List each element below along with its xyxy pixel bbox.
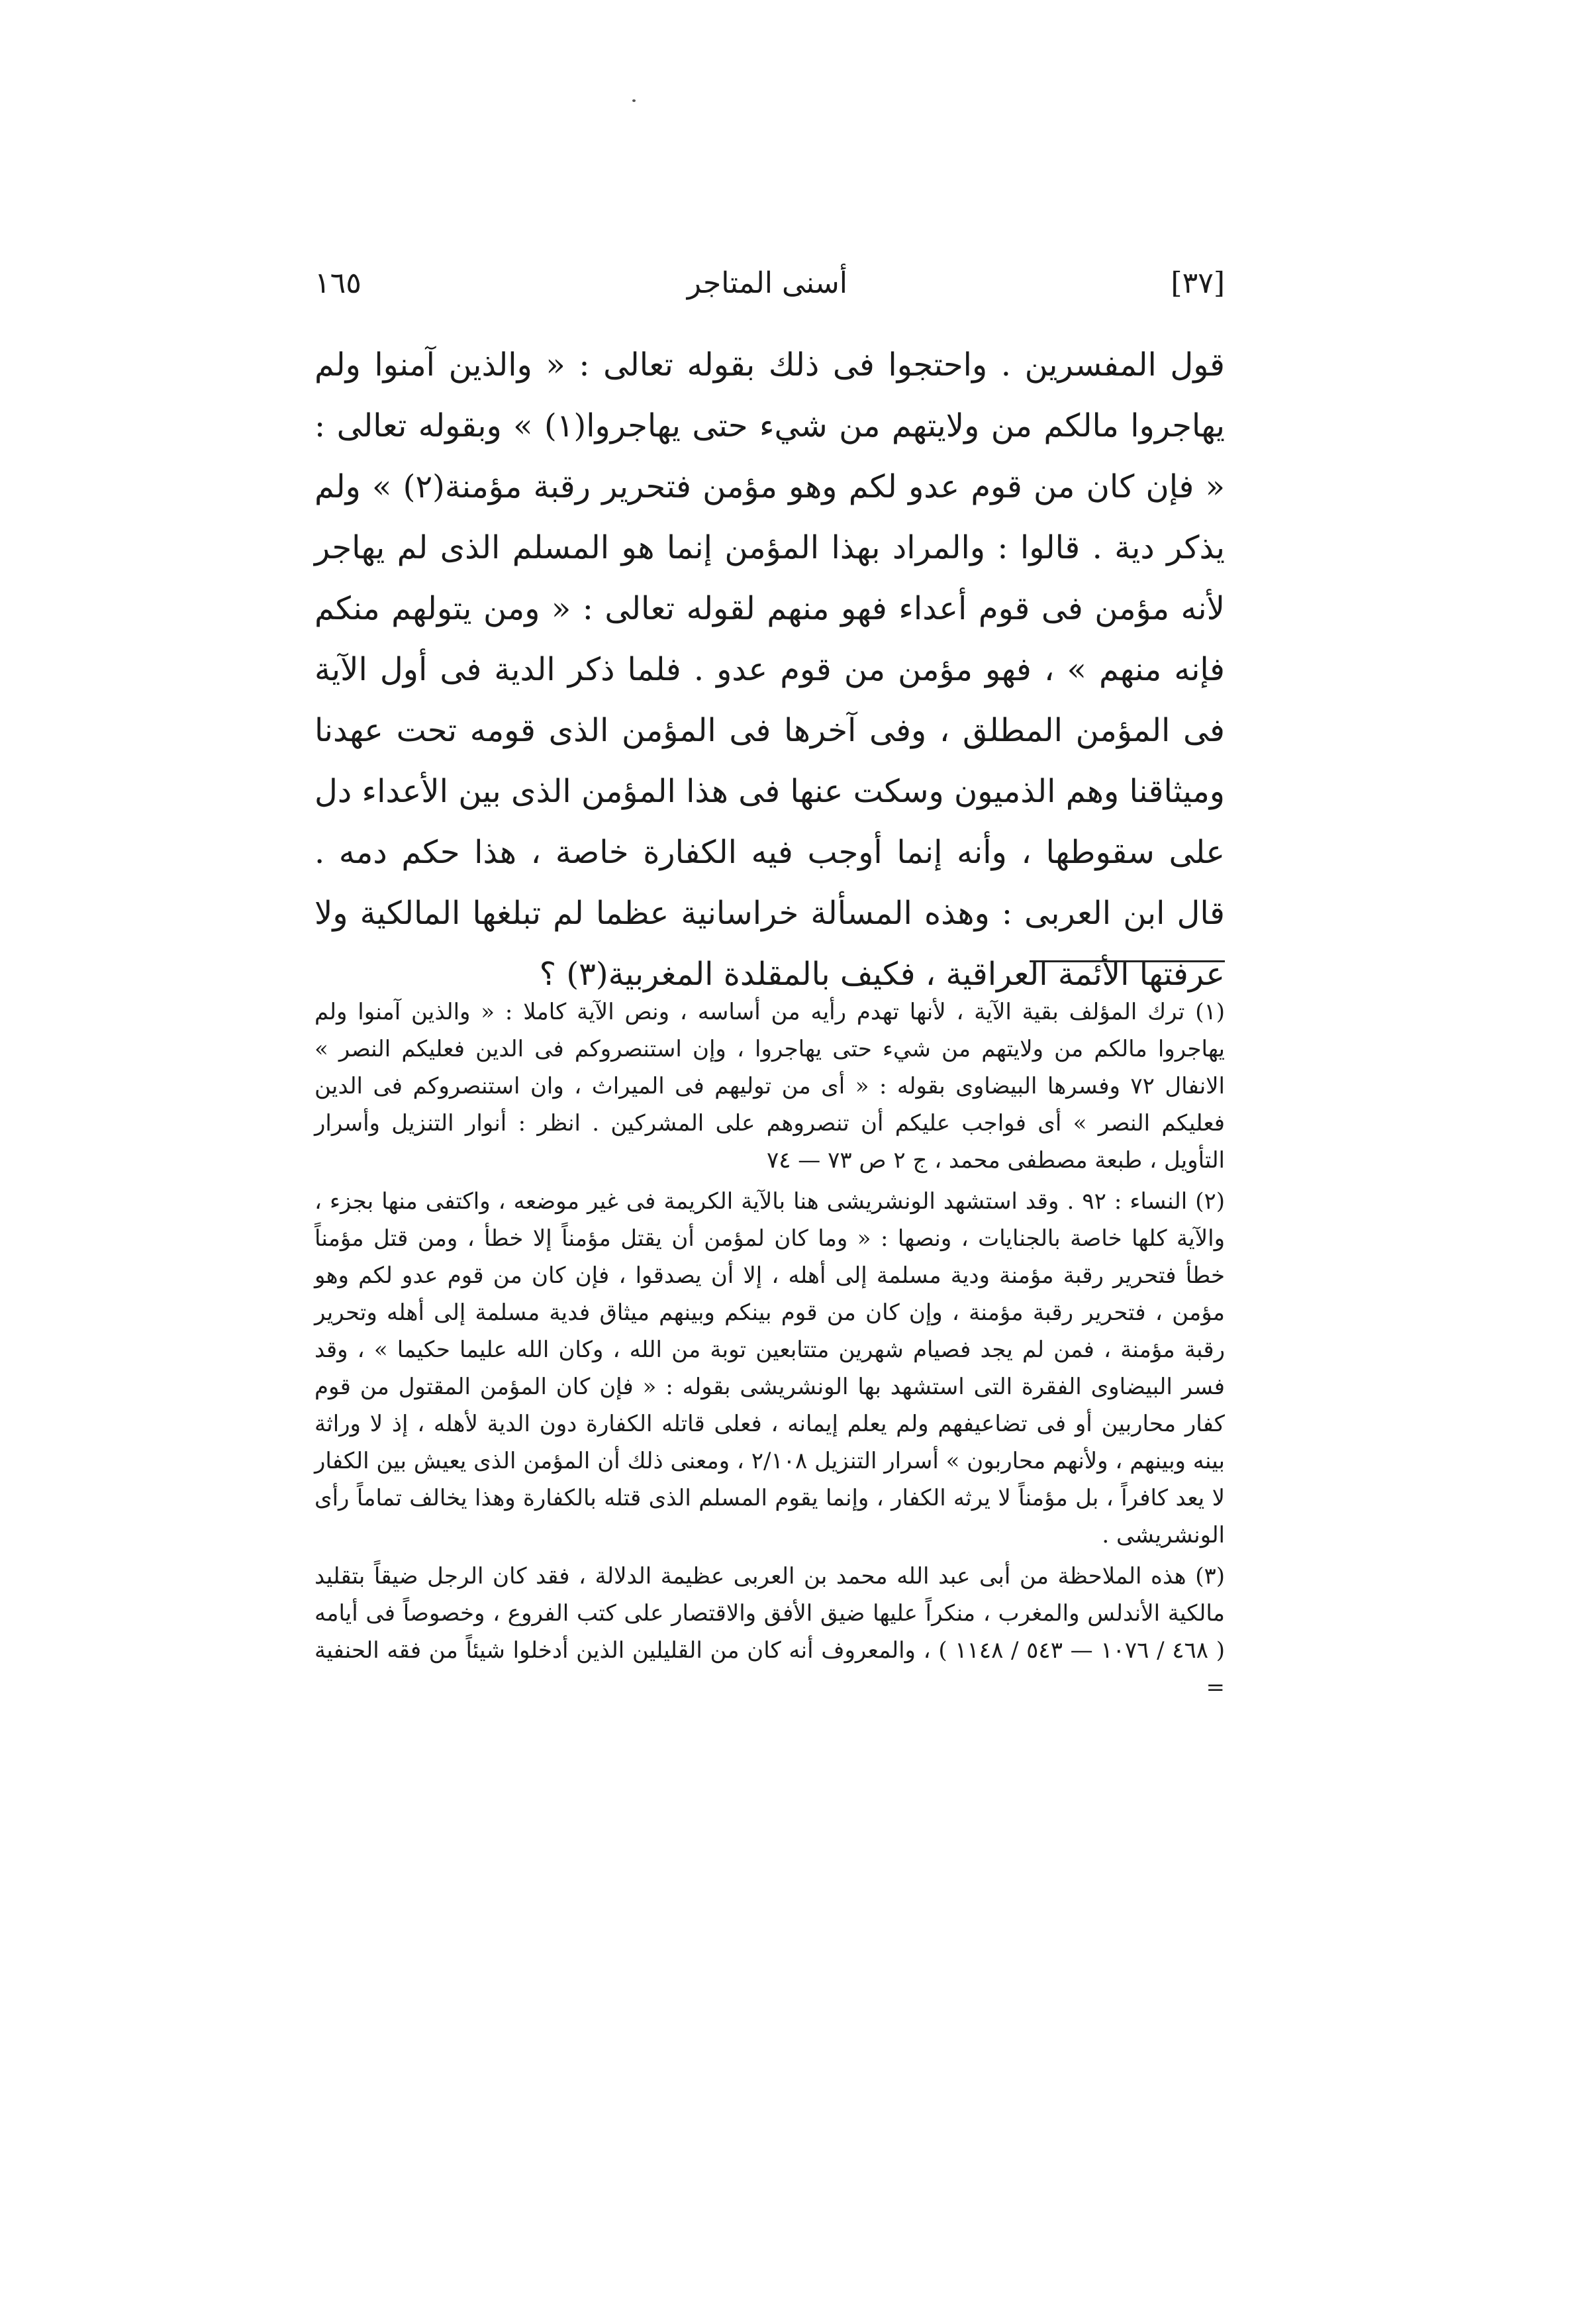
section-number: [٣٧] — [1171, 266, 1225, 300]
main-text: قول المفسرين . واحتجوا فى ذلك بقوله تعالى : « والذين آمنوا ولم يهاجروا مالكم من ولايتهم من شيء حتى يهاجروا(١) » وبقوله تعالى : « فإن كان من قوم عدو لكم وهو مؤمن فتحرير رقبة مؤمنة(٢) » ولم يذكر دية . قالوا : والمراد بهذا المؤمن إنما هو المسلم الذى لم يهاجر لأنه مؤمن فى قوم أعداء فهو منهم لقوله تعالى : « ومن يتولهم منكم فإنه منهم » ، فهو مؤمن من قوم عدو . فلما ذكر الدية فى أول الآية فى المؤمن المطلق ، وفى آخرها فى المؤمن الذى قومه تحت عهدنا وميثاقنا وهم الذميون وسكت عنها فى هذا المؤمن الذى بين الأعداء دل على سقوطها ، وأنه إنما أوجب فيه الكفارة خاصة ، هذا حكم دمه . قال ابن العربى : وهذه المسألة خراسانية عظما لم تبلغها المالكية ولا عرفتها الأئمة العراقية ، فكيف بالمقلدة المغربية(٣) ؟ — [314, 346, 1226, 993]
footnote-1: (١) ترك المؤلف بقية الآية ، لأنها تهدم رأيه من أساسه ، ونص الآية كاملا : « والذين آمنوا ولم يهاجروا مالكم من ولايتهم من شيء حتى يهاجروا ، وإن استنصروكم فى الدين فعليكم النصر » الانفال ٧٢ وفسرها البيضاوى بقوله : « أى من توليهم فى الميراث ، وان استنصروكم فى الدين فعليكم النصر » أى فواجب عليكم أن تنصروهم على المشركين . انظر : أنوار التنزيل وأسرار التأويل ، طبعة مصطفى محمد ، ج ٢ ص ٧٣ — ٧٤ — [314, 999, 1225, 1174]
page-number: ١٦٥ — [314, 266, 362, 300]
page-header — [314, 257, 1225, 310]
ink-speck — [632, 99, 636, 102]
footnote-2: (٢) النساء : ٩٢ . وقد استشهد الونشريشى هنا بالآية الكريمة فى غير موضعه ، واكتفى منها بجزء ، والآية كلها خاصة بالجنايات ، ونصها : « وما كان لمؤمن أن يقتل مؤمناً إلا خطأ ، ومن قتل مؤمناً خطأ فتحرير رقبة مؤمنة ودية مسلمة إلى أهله ، إلا أن يصدقوا ، فإن كان من قوم عدو لكم وهو مؤمن ، فتحرير رقبة مؤمنة ، وإن كان من قوم بينكم وبينهم ميثاق فدية مسلمة إلى أهله وتحرير رقبة مؤمنة ، فمن لم يجد فصيام شهرين متتابعين توبة من الله ، وكان الله عليما حكيما » ، وقد فسر البيضاوى الفقرة التى استشهد بها الونشريشى بقوله : « فإن كان المؤمن المقتول من قوم كفار محاربين أو فى تضاعيفهم ولم يعلم إيمانه ، فعلى قاتله الكفارة دون الدية لأهله ، إذ لا وراثة بينه وبينهم ، ولأنهم محاربون » أسرار التنزيل ٢/١٠٨ ، ومعنى ذلك أن المؤمن الذى يعيش بين الكفار لا يعد كافراً ، بل مؤمناً لا يرثه الكفار ، وإنما يقوم المسلم الذى قتله بالكفارة وهذا يخالف تماماً رأى الونشريشى . — [314, 1188, 1225, 1548]
running-title: أسنى المتاجر — [687, 266, 847, 300]
footnotes — [314, 993, 1225, 1710]
footnote-divider — [1030, 960, 1225, 962]
footnote-3: (٣) هذه الملاحظة من أبى عبد الله محمد بن العربى عظيمة الدلالة ، فقد كان الرجل ضيقاً بتقليد مالكية الأندلس والمغرب ، منكراً عليها ضيق الأفق والاقتصار على كتب الفروع ، وخصوصاً فى أيامه ( ٤٦٨ / ١٠٧٦ — ٥٤٣ / ١١٤٨ ) ، والمعروف أنه كان من القليلين الذين أدخلوا شيئاً من فقه الحنفية = — [314, 1563, 1226, 1701]
